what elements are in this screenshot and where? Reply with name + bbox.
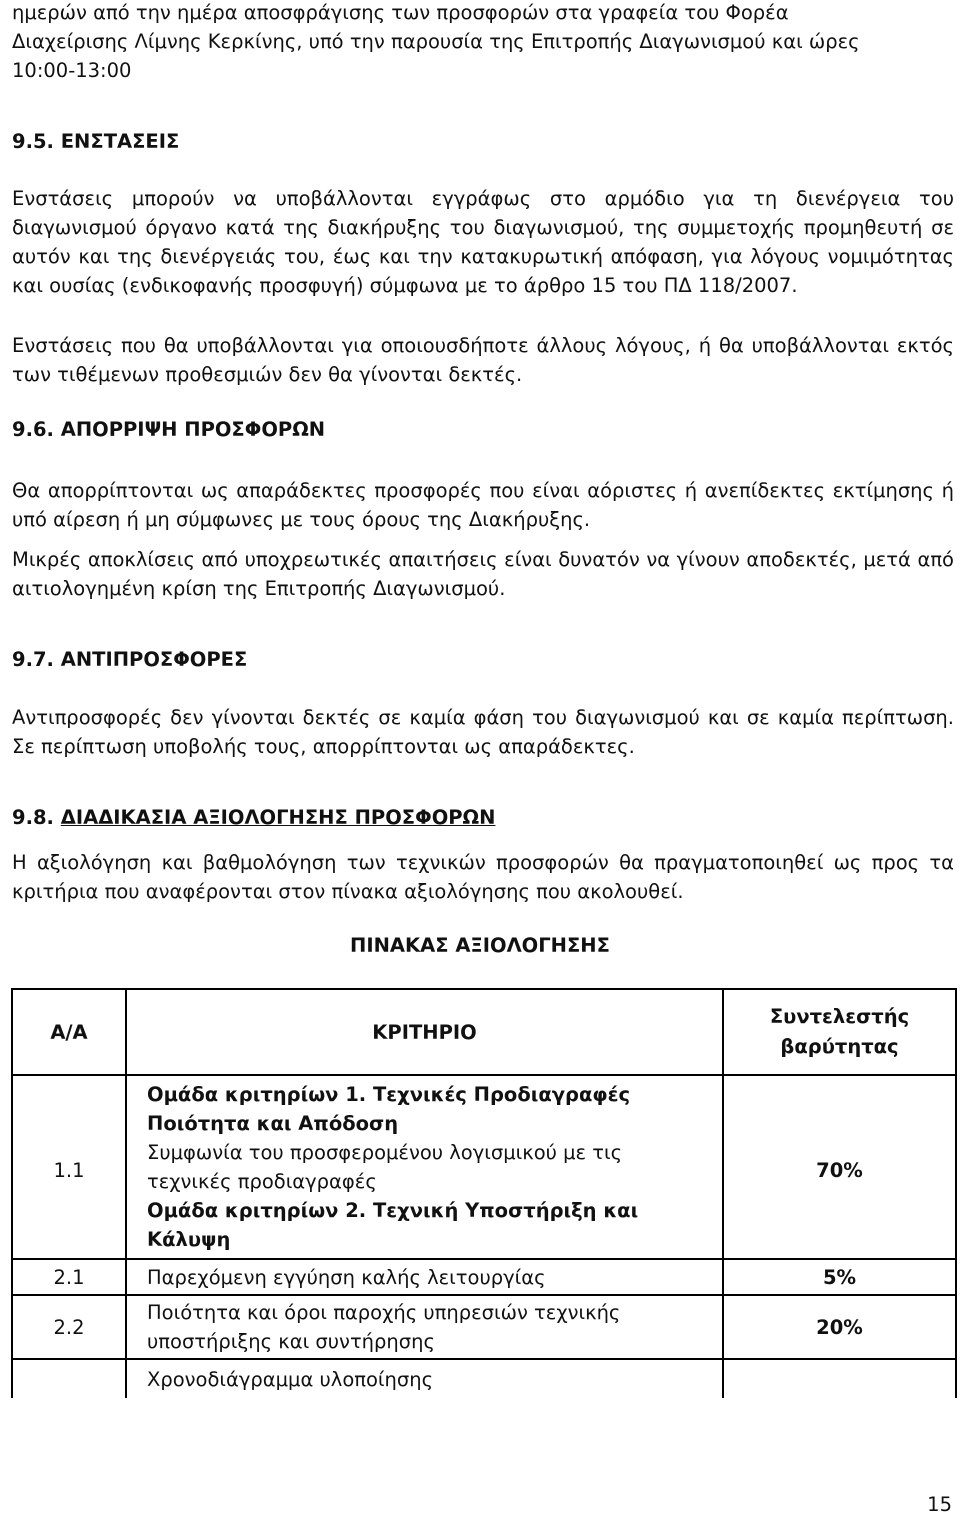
group-1-line-2: Ποιότητα και Απόδοση bbox=[147, 1112, 399, 1135]
row-3-criterion-line-1: Ποιότητα και όροι παροχής υπηρεσιών τεχνικής bbox=[147, 1301, 621, 1324]
header-aa: Α/Α bbox=[12, 989, 126, 1075]
header-weight bbox=[723, 989, 956, 1075]
row-2-weight: 5% bbox=[723, 1259, 956, 1295]
group-2-line-2: Κάλυψη bbox=[147, 1228, 231, 1251]
table-row bbox=[12, 1075, 956, 1259]
intro-line-3: 10:00-13:00 bbox=[12, 59, 132, 82]
section-9-5-paragraph-2: Ενστάσεις που θα υποβάλλονται για οποιουσδήποτε άλλους λόγους, ή θα υποβάλλονται εκτός των τιθέμενων προθεσμιών δεν θα γίνονται δεκτές. bbox=[12, 334, 954, 386]
section-9-7-heading: 9.7. ΑΝΤΙΠΡΟΣΦΟΡΕΣ bbox=[12, 648, 248, 671]
row-4-criterion: Χρονοδιάγραμμα υλοποίησης bbox=[126, 1359, 723, 1398]
group-2-line-1: Ομάδα κριτηρίων 2. Τεχνική Υποστήριξη και bbox=[147, 1199, 639, 1222]
row-1-criterion bbox=[126, 1075, 723, 1259]
section-9-8-number: 9.8. bbox=[12, 806, 61, 829]
table-row bbox=[12, 1359, 956, 1398]
section-9-5-paragraph-1: Ενστάσεις μπορούν να υποβάλλονται εγγράφως στο αρμόδιο για τη διενέργεια του διαγωνισμού όργανο κατά της διακήρυξης του διαγωνισμού, της συμμετοχής προμηθευτή σε αυτόν και της διενέργειάς του, έως και την κατακυρωτική απόφαση, για λόγους νομιμότητας και ουσίας (ενδικοφανής προσφυγή) σύμφωνα με το άρθρο 15 του ΠΔ 118/2007. bbox=[12, 187, 954, 297]
evaluation-table bbox=[11, 988, 957, 1398]
header-weight-line-2: βαρύτητας bbox=[780, 1035, 899, 1058]
row-3-number: 2.2 bbox=[12, 1295, 126, 1359]
row-3-criterion bbox=[126, 1295, 723, 1359]
section-9-6-paragraph-2: Μικρές αποκλίσεις από υποχρεωτικές απαιτήσεις είναι δυνατόν να γίνουν αποδεκτές, μετά από αιτιολογημένη κρίση της Επιτροπής Διαγωνισμού. bbox=[12, 548, 954, 600]
section-9-6-paragraph-1: Θα απορρίπτονται ως απαράδεκτες προσφορές που είναι αόριστες ή ανεπίδεκτες εκτίμησης ή υπό αίρεση ή μη σύμφωνες με τους όρους της Διακήρυξης. bbox=[12, 479, 954, 531]
table-row bbox=[12, 1259, 956, 1295]
table-header-row bbox=[12, 989, 956, 1075]
row-1-number: 1.1 bbox=[12, 1075, 126, 1259]
intro-line-1: ημερών από την ημέρα αποσφράγισης των προσφορών στα γραφεία του Φορέα bbox=[12, 1, 789, 24]
row-2-number: 2.1 bbox=[12, 1259, 126, 1295]
row-3-weight: 20% bbox=[723, 1295, 956, 1359]
header-criterion: ΚΡΙΤΗΡΙΟ bbox=[126, 989, 723, 1075]
section-9-8-heading bbox=[12, 806, 495, 829]
page-number: 15 bbox=[927, 1493, 952, 1516]
section-9-8-paragraph-1: Η αξιολόγηση και βαθμολόγηση των τεχνικών προσφορών θα πραγματοποιηθεί ως προς τα κριτήρια που αναφέρονται στον πίνακα αξιολόγησης που ακολουθεί. bbox=[12, 851, 954, 903]
row-1-weight: 70% bbox=[723, 1075, 956, 1259]
table-row bbox=[12, 1295, 956, 1359]
row-3-criterion-line-2: υποστήριξης και συντήρησης bbox=[147, 1330, 435, 1353]
evaluation-table-title-text: ΠΙΝΑΚΑΣ ΑΞΙΟΛΟΓΗΣΗΣ bbox=[350, 934, 610, 957]
group-1-line-1: Ομάδα κριτηρίων 1. Τεχνικές Προδιαγραφές bbox=[147, 1083, 631, 1106]
section-9-7-paragraph-1: Αντιπροσφορές δεν γίνονται δεκτές σε καμία φάση του διαγωνισμού και σε καμία περίπτωση. Σε περίπτωση υποβολής τους, απορρίπτονται ως απαράδεκτες. bbox=[12, 706, 954, 758]
evaluation-table-title bbox=[0, 934, 960, 957]
row-1-criterion-line-2: τεχνικές προδιαγραφές bbox=[147, 1170, 377, 1193]
row-2-criterion: Παρεχόμενη εγγύηση καλής λειτουργίας bbox=[126, 1259, 723, 1295]
intro-line-2: Διαχείρισης Λίμνης Κερκίνης, υπό την παρουσία της Επιτροπής Διαγωνισμού και ώρες bbox=[12, 30, 860, 53]
section-9-6-heading: 9.6. ΑΠΟΡΡΙΨΗ ΠΡΟΣΦΟΡΩΝ bbox=[12, 418, 326, 441]
row-4-weight bbox=[723, 1359, 956, 1398]
section-9-5-heading: 9.5. ΕΝΣΤΑΣΕΙΣ bbox=[12, 130, 180, 153]
header-weight-line-1: Συντελεστής bbox=[769, 1005, 910, 1028]
row-1-criterion-line-1: Συμφωνία του προσφερομένου λογισμικού με τις bbox=[147, 1141, 623, 1164]
section-9-8-title: ΔΙΑΔΙΚΑΣΙΑ ΑΞΙΟΛΟΓΗΣΗΣ ΠΡΟΣΦΟΡΩΝ bbox=[60, 806, 496, 829]
row-4-number bbox=[12, 1359, 126, 1398]
